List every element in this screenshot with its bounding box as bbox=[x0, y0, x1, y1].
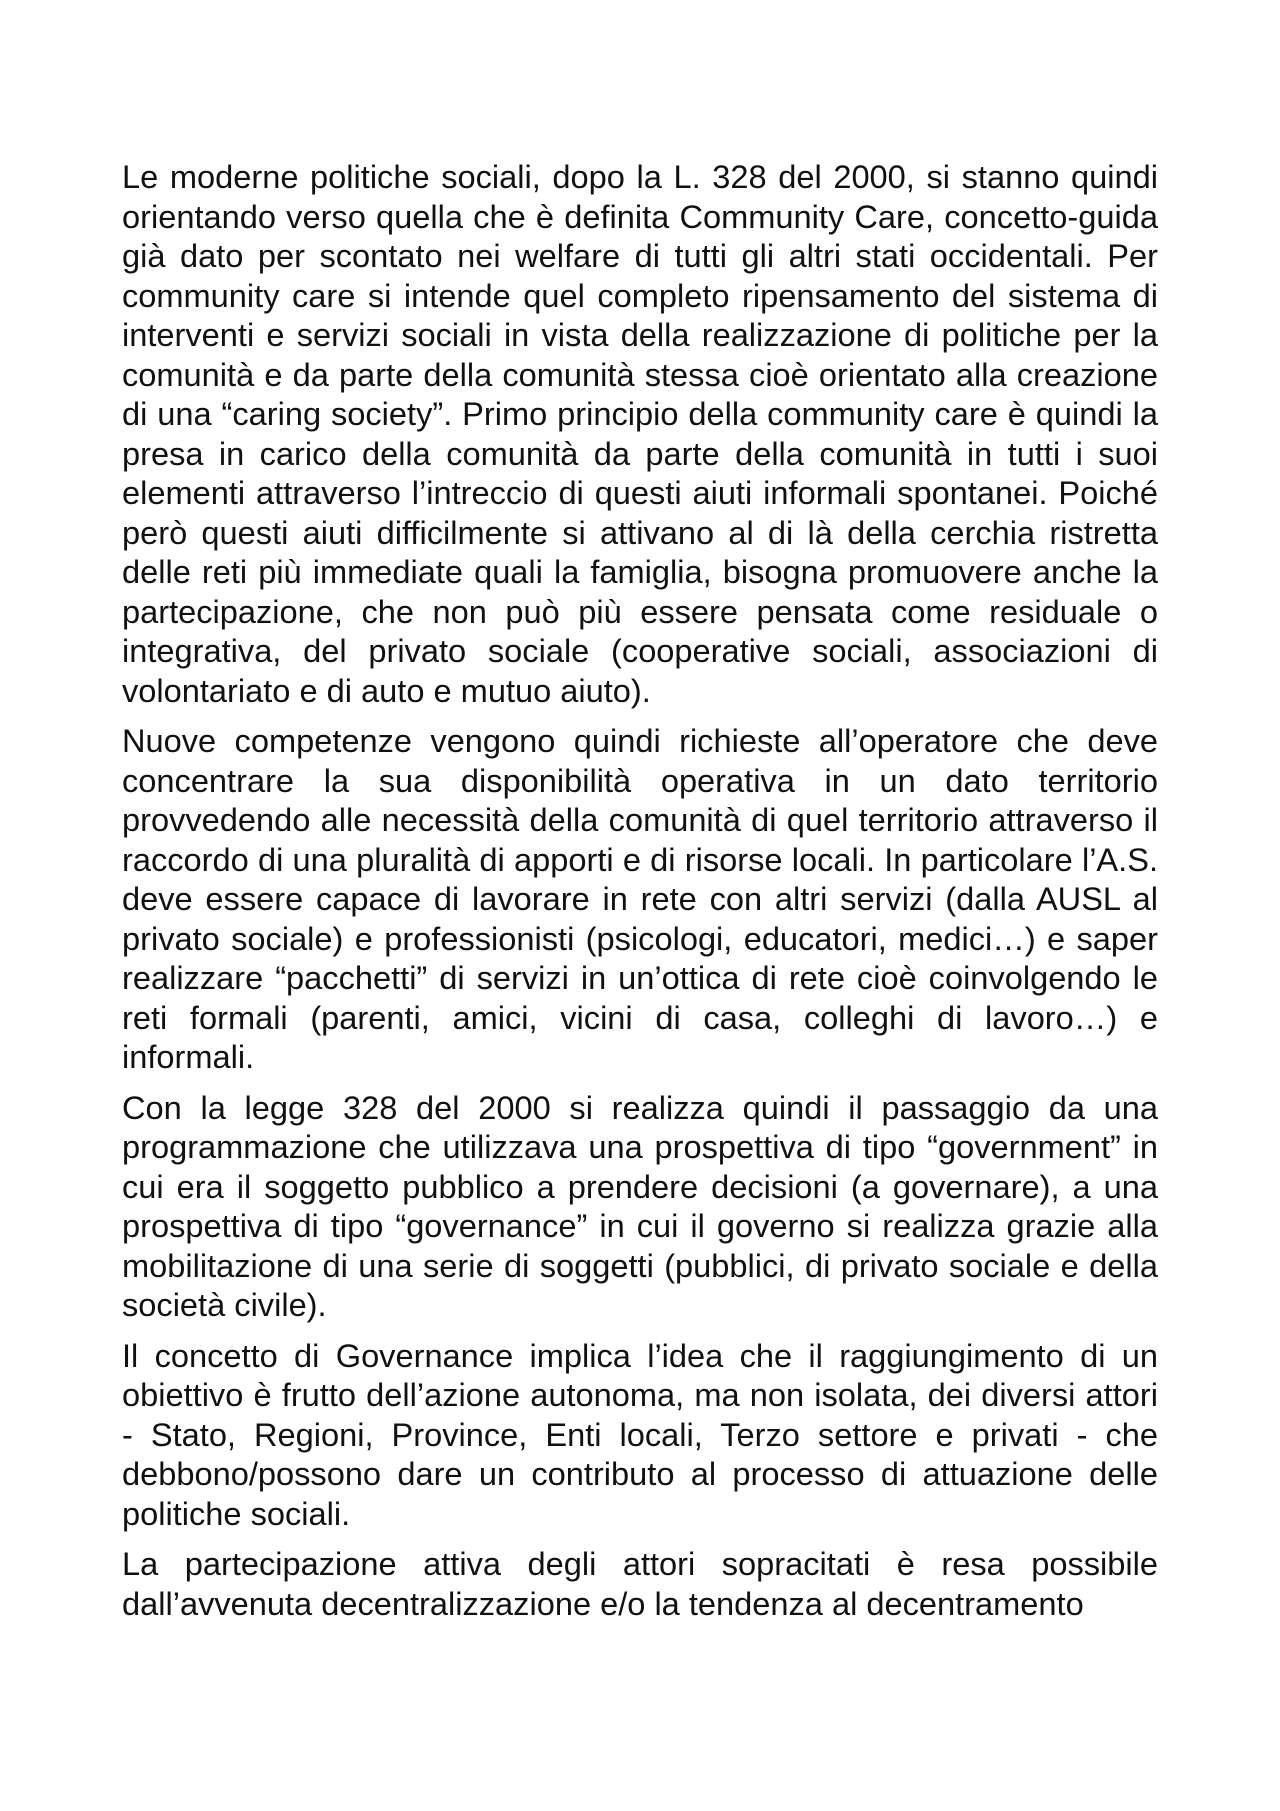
body-text bbox=[122, 157, 1158, 1634]
paragraph-nuove-competenze: Nuove competenze vengono quindi richieste all’operatore che deve concentrare la sua disponibilità operativa in un dato territorio provvedendo alle necessità della comunità di quel territorio attraverso il raccordo di una pluralità di apporti e di risorse locali. In particolare l’A.S. deve essere capace di lavorare in rete con altri servizi (dalla AUSL al privato sociale) e professionisti (psicologi, educatori, medici…) e saper realizzare “pacchetti” di servizi in un’ottica di rete cioè coinvolgendo le reti formali (parenti, amici, vicini di casa, colleghi di lavoro…) e informali. bbox=[122, 722, 1158, 1075]
paragraph-partecipazione: La partecipazione attiva degli attori sopracitati è resa possibile dall’avvenuta decentralizzazione e/o la tendenza al decentramento bbox=[122, 1545, 1158, 1622]
paragraph-governance: Il concetto di Governance implica l’idea che il raggiungimento di un obiettivo è frutto dell’azione autonoma, ma non isolata, dei diversi attori - Stato, Regioni, Province, Enti locali, Terzo settore e privati - che debbono/possono dare un contributo al processo di attuazione delle politiche sociali. bbox=[122, 1336, 1158, 1532]
paragraph-community-care: Le moderne politiche sociali, dopo la L. 328 del 2000, si stanno quindi orientando verso quella che è definita Community Care, concetto-guida già dato per scontato nei welfare di tutti gli altri stati occidentali. Per community care si intende quel completo ripensamento del sistema di interventi e servizi sociali in vista della realizzazione di politiche per la comunità e da parte della comunità stessa cioè orientato alla creazione di una “caring society”. Primo principio della community care è quindi la presa in carico della comunità da parte della comunità in tutti i suoi elementi attraverso l’intreccio di questi aiuti informali spontanei. Poiché però questi aiuti difficilmente si attivano al di là della cerchia ristretta delle reti più immediate quali la famiglia, bisogna promuovere anche la partecipazione, che non può più essere pensata come residuale o integrativa, del privato sociale (cooperative sociali, associazioni di volontariato e di auto e mutuo aiuto). bbox=[122, 158, 1158, 709]
paragraph-legge-328: Con la legge 328 del 2000 si realizza quindi il passaggio da una programmazione che utilizzava una prospettiva di tipo “government” in cui era il soggetto pubblico a prendere decisioni (a governare), a una prospettiva di tipo “governance” in cui il governo si realizza grazie alla mobilitazione di una serie di soggetti (pubblici, di privato sociale e della società civile). bbox=[122, 1088, 1158, 1323]
